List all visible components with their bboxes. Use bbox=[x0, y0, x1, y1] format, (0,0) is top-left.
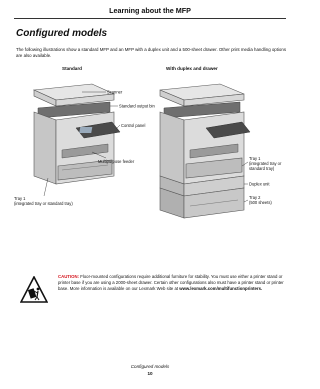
footer-section-name: Configured models bbox=[130, 364, 170, 369]
page-number: 10 bbox=[147, 371, 153, 376]
callout-tray1-duplex-1: Tray 1 bbox=[249, 156, 261, 161]
callout-duplex-unit: Duplex unit bbox=[249, 181, 270, 187]
intro-paragraph: The following illustrations show a standard MFP and an MFP with a duplex unit and a 500-sheet drawer. Other print media handling options are also available. bbox=[16, 47, 287, 59]
callout-tray1-duplex-3: standard tray) bbox=[249, 166, 275, 171]
callout-tray1-duplex-2: (integrated tray or bbox=[249, 161, 282, 166]
callout-tray2-2: (500 sheets) bbox=[249, 200, 272, 205]
header-divider bbox=[14, 18, 286, 19]
lexmark-link[interactable]: www.lexmark.com/multifunctionprinters. bbox=[179, 286, 263, 291]
tip-over-warning-icon bbox=[20, 276, 48, 304]
callout-multipurpose-feeder: Multipurpose feeder bbox=[98, 159, 135, 164]
callout-tray2-1: Tray 2 bbox=[249, 195, 261, 200]
section-title: Configured models bbox=[16, 28, 108, 39]
caption-standard: Standard bbox=[62, 66, 82, 71]
caution-body: Floor-mounted configurations require additional furniture for stability. You must use either a printer stand or printer base if you are using a 2000-sheet drawer. Certain other configurations also must have a printer stand or printer base. More information is available on our Lexmark Web site at bbox=[58, 274, 284, 291]
callout-tray1-standard-2: (integrated tray or standard tray) bbox=[14, 201, 73, 206]
duplex-mfp-drawing bbox=[160, 84, 250, 218]
caution-label: CAUTION: bbox=[58, 274, 80, 279]
caution-box bbox=[16, 274, 288, 310]
running-header: Learning about the MFP bbox=[109, 6, 191, 15]
mfp-illustration-svg bbox=[10, 72, 292, 238]
caution-text bbox=[58, 274, 288, 292]
callout-control-panel: Control panel bbox=[121, 123, 146, 128]
callout-tray1-standard-1: Tray 1 bbox=[14, 196, 26, 201]
callout-scanner: Scanner bbox=[107, 89, 123, 95]
standard-mfp-drawing bbox=[34, 84, 120, 196]
caption-duplex: With duplex and drawer bbox=[166, 66, 218, 71]
mfp-illustrations bbox=[10, 72, 292, 238]
callout-output-bin: Standard output bin bbox=[119, 103, 155, 109]
